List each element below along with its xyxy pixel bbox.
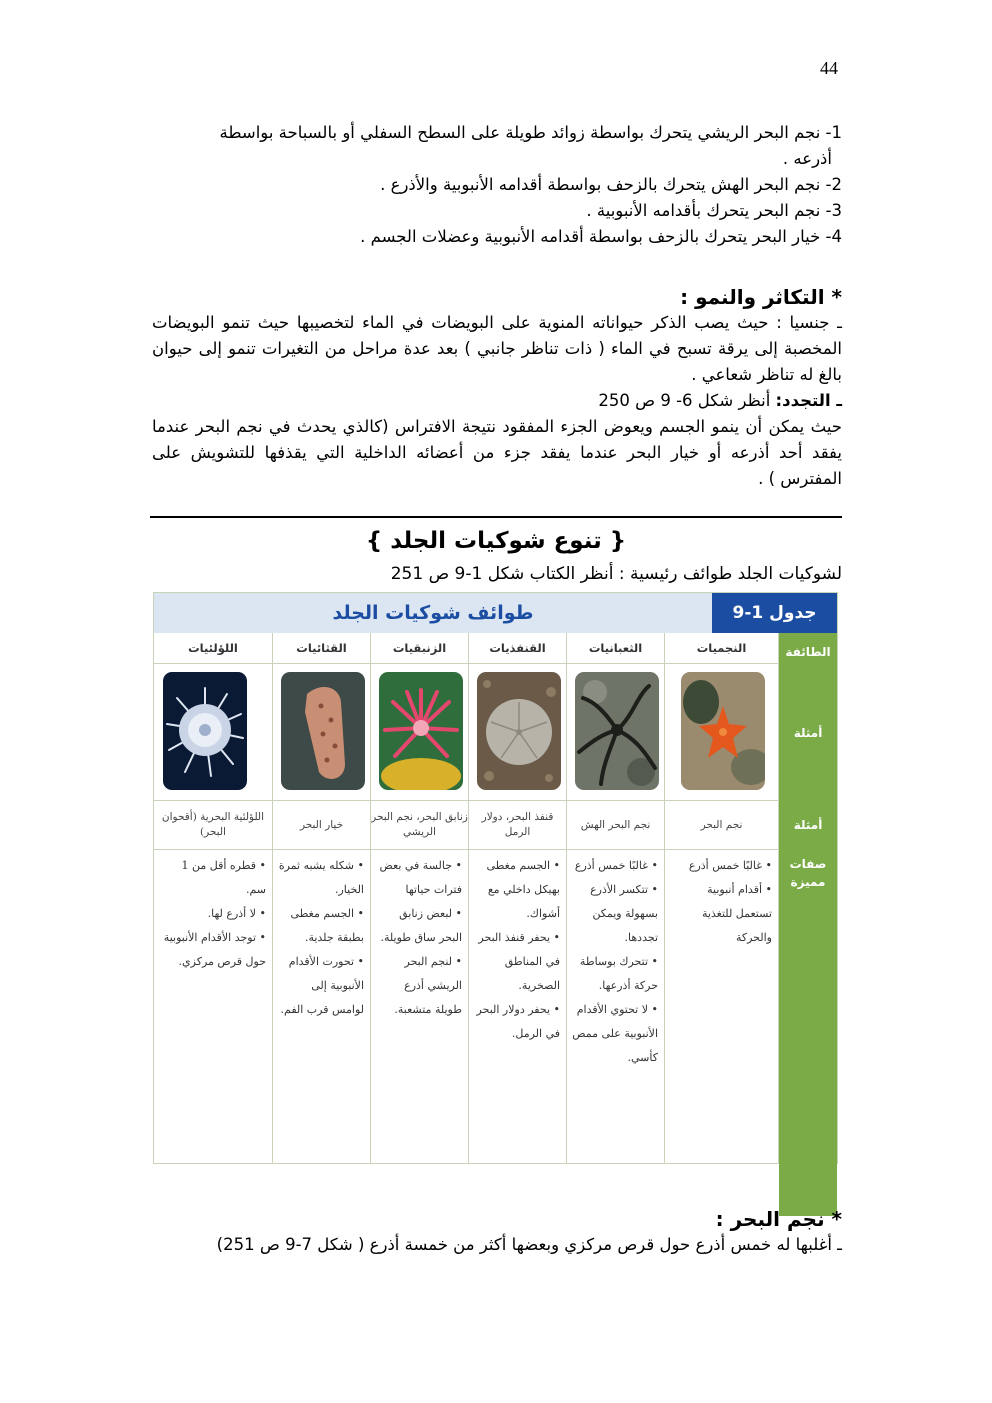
regeneration-label: ـ التجدد: — [775, 391, 842, 410]
table-title: طوائف شوكيات الجلد — [332, 602, 534, 624]
section-intro: لشوكيات الجلد طوائف رئيسية : أنظر الكتاب شكل 1-9 ص 251 — [390, 564, 842, 584]
regeneration-ref: أنظر شكل 6- 9 ص 250 — [598, 391, 776, 410]
sand-dollar-photo — [477, 672, 561, 790]
row-label-class: الطائفة — [785, 645, 831, 659]
class-name: النجميات — [665, 633, 778, 664]
sexual-reproduction-text: ـ جنسيا : حيث يصب الذكر حيواناته المنوية على البويضات في الماء لتخصيبها حيث تنمو البويضات المخصبة إلى يرقة تسبح في الماء ( ذات تناظر جانبي ) بعد عدة مراحل من التغيرات تنمو إلى حيوان بالغ له تناظر شعاعي . — [152, 313, 842, 384]
features-list — [371, 850, 468, 1022]
section-divider — [150, 516, 842, 518]
row-label-examples-names: أمثلة — [793, 818, 823, 832]
section-title: { تنوع شوكيات الجلد } — [365, 528, 627, 554]
features-list — [665, 850, 778, 950]
class-name: الثعبانيات — [567, 633, 664, 664]
example-name: نجم البحر الهش — [567, 801, 664, 850]
feature-item: • شكله يشبه ثمرة الخيار. — [278, 859, 364, 896]
feature-item: • الجسم مغطى بطبقة جلدية. — [290, 907, 364, 944]
sea-star-photo — [681, 672, 765, 790]
table-header — [154, 593, 837, 633]
movement-item-continued: أذرعه . — [782, 149, 832, 168]
sea-daisy-photo — [163, 672, 247, 790]
reproduction-heading: * التكاثر والنمو : — [680, 285, 842, 309]
feature-item: • قطره أقل من 1 سم. — [181, 859, 266, 896]
feather-star-photo — [379, 672, 463, 790]
example-name: نجم البحر — [665, 801, 778, 850]
example-name: زنابق البحر، نجم البحر الريشي — [371, 801, 468, 850]
features-list — [154, 850, 272, 974]
feature-item: • توجد الأقدام الأنبوبية حول قرص مركزي. — [163, 931, 266, 968]
example-name: خيار البحر — [273, 801, 370, 850]
feature-item: • لبعض زنابق البحر ساق طويلة. — [380, 907, 462, 944]
regeneration-line — [152, 388, 842, 414]
page-number: 44 — [820, 58, 838, 78]
movement-list — [152, 120, 842, 250]
feature-item: • تحورت الأقدام الأنبوبية إلى لوامس قرب الفم. — [280, 955, 364, 1016]
features-list — [273, 850, 370, 1022]
example-name: اللؤلئية البحرية (أقحوان البحر) — [154, 801, 272, 850]
feature-item: • لنجم البحر الريشي أذرع طويلة متشعبة. — [394, 955, 462, 1016]
row-label-features: صفات مميزة — [789, 857, 827, 889]
feature-item: • تتكسر الأذرع بسهولة ويمكن تجددها. — [590, 883, 658, 944]
feature-item: • لا أذرع لها. — [207, 907, 266, 920]
echinoderm-classes-table — [153, 592, 838, 1164]
movement-item: 1- نجم البحر الريشي يتحرك بواسطة زوائد طويلة على السطح السفلي أو بالسباحة بواسطة — [219, 123, 842, 142]
sea-star-section — [152, 1206, 842, 1258]
feature-item: • غالبًا خمس أذرع — [574, 859, 658, 872]
brittle-star-photo — [575, 672, 659, 790]
feature-item: • أقدام أنبوبية تستعمل للتغذية والحركة — [701, 883, 772, 944]
movement-item: 2- نجم البحر الهش يتحرك بالزحف بواسطة أقدامه الأنبوبية والأذرع . — [380, 175, 842, 194]
table-badge: جدول 1-9 — [712, 593, 837, 633]
features-list — [469, 850, 566, 1046]
feature-item: • تتحرك بوساطة حركة أذرعها. — [579, 955, 658, 992]
feature-item: • غالبًا خمس أذرع — [688, 859, 772, 872]
feature-item: • يحفر قنفذ البحر في المناطق الصخرية. — [478, 931, 560, 992]
feature-item: • الجسم مغطى بهيكل داخلي مع أشواك. — [486, 859, 560, 920]
class-name: اللؤلئيات — [154, 633, 272, 664]
sea-star-text: ـ أغلبها له خمس أذرع حول قرص مركزي وبعضها أكثر من خمسة أذرع ( شكل 7-9 ص 251) — [216, 1235, 842, 1254]
sea-cucumber-photo — [281, 672, 365, 790]
class-name: الزنبقيات — [371, 633, 468, 664]
sea-star-heading: * نجم البحر : — [715, 1207, 842, 1231]
feature-item: • جالسة في بعض فترات حياتها — [379, 859, 462, 896]
class-name: القثائيات — [273, 633, 370, 664]
movement-item: 4- خيار البحر يتحرك بالزحف بواسطة أقدامه الأنبوبية وعضلات الجسم . — [360, 227, 842, 246]
class-name: القنفذيات — [469, 633, 566, 664]
movement-item: 3- نجم البحر يتحرك بأقدامه الأنبوبية . — [586, 201, 842, 220]
row-label-examples: أمثلة — [793, 726, 823, 740]
feature-item: • لا تحتوي الأقدام الأنبوبية على ممص كأسي. — [572, 1003, 658, 1064]
example-name: قنفذ البحر، دولار الرمل — [469, 801, 566, 850]
feature-item: • يحفر دولار البحر في الرمل. — [476, 1003, 560, 1040]
reproduction-section — [152, 284, 842, 492]
regeneration-text: حيث يمكن أن ينمو الجسم ويعوض الجزء المفقود نتيجة الافتراس (كالذي يحدث في نجم البحر عندما يفقد أحد أذرعه أو خيار البحر عندما يفقد جزء من أعضائه الداخلية التي يقذفها للتشويش على المفترس ) . — [152, 417, 842, 488]
features-list — [567, 850, 664, 1070]
